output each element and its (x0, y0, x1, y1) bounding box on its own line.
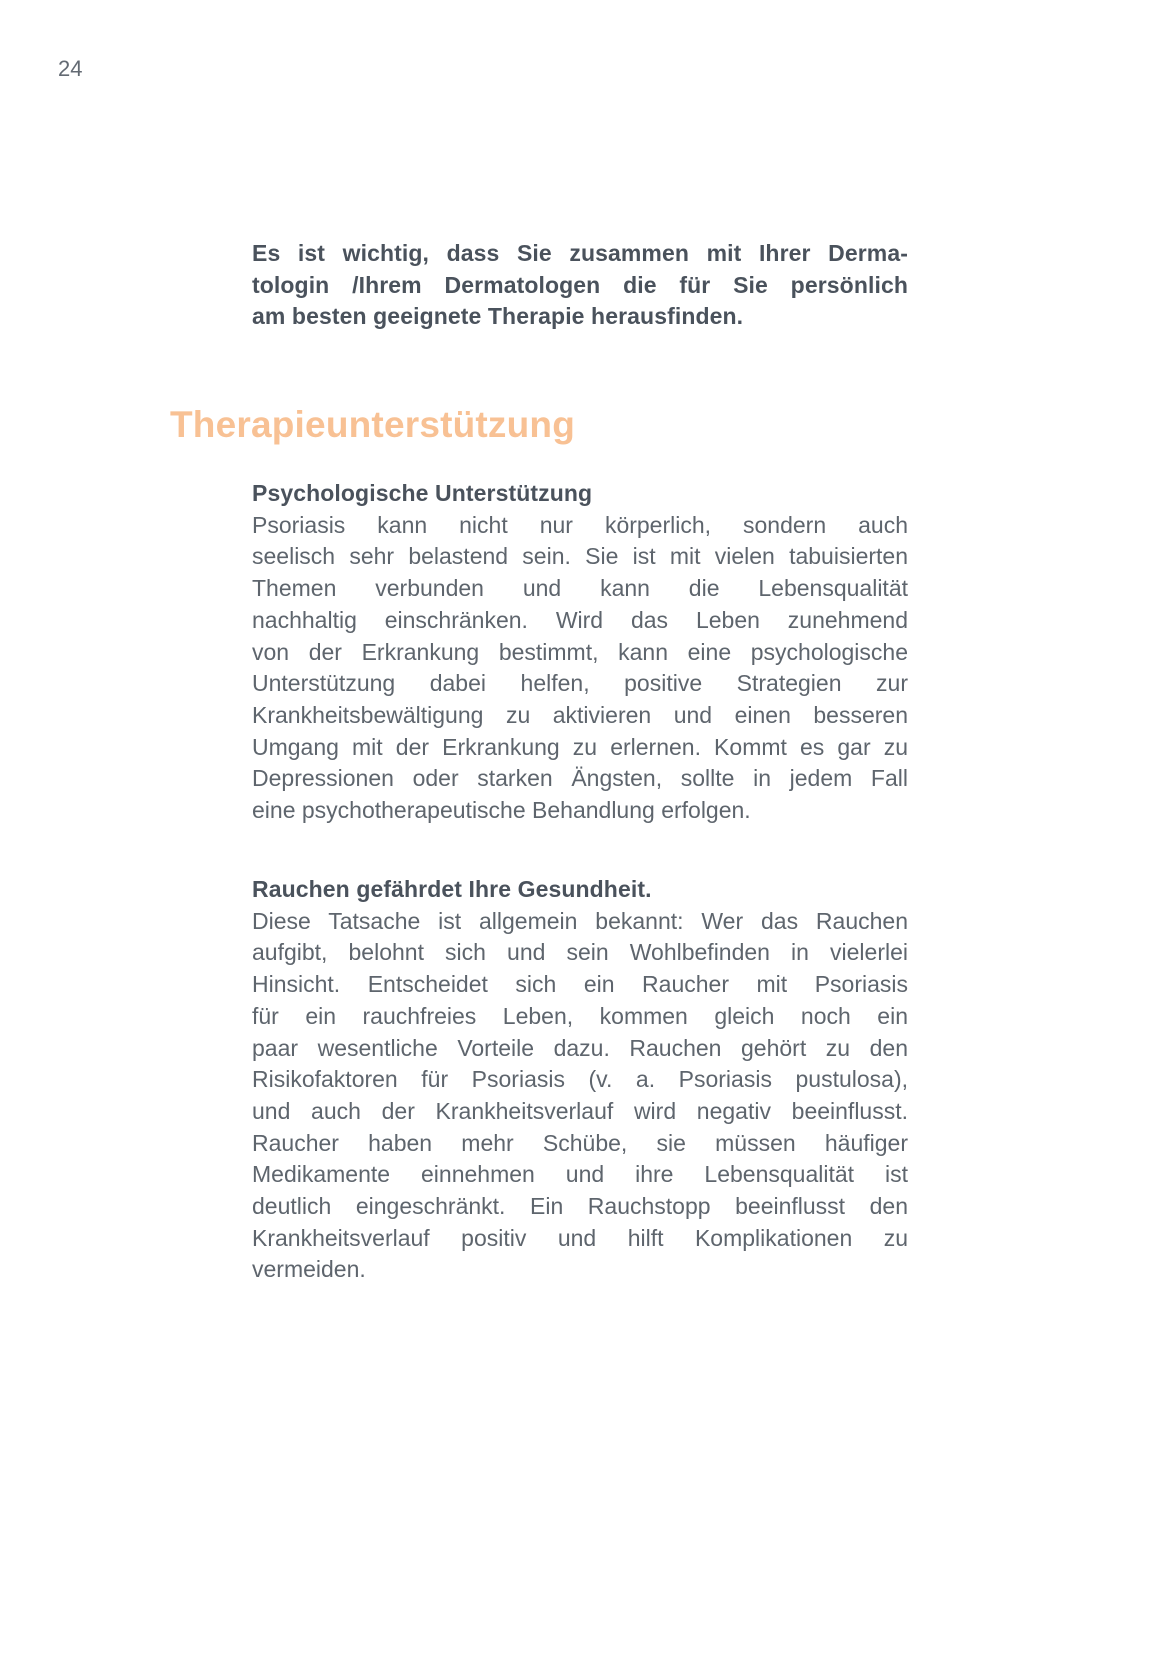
text-line: Risikofaktoren für Psoriasis (v. a. Psoriasis pustulosa), (252, 1066, 908, 1093)
text-line: Umgang mit der Erkrankung zu erlernen. Kommt es gar zu (252, 733, 908, 760)
text-line: vermeiden. (252, 1256, 366, 1283)
intro-paragraph (252, 238, 908, 333)
text-line: Hinsicht. Entscheidet sich ein Raucher mit Psoriasis (252, 971, 908, 998)
subsection-heading-smoking: Rauchen gefährdet Ihre Gesundheit. (252, 876, 652, 902)
text-line: nachhaltig einschränken. Wird das Leben zunehmend (252, 606, 908, 633)
text-line: Depressionen oder starken Ängsten, sollte in jedem Fall (252, 765, 908, 792)
text-line: Krankheitsbewältigung zu aktivieren und einen besseren (252, 701, 908, 728)
text-line: für ein rauchfreies Leben, kommen gleich noch ein (252, 1002, 908, 1029)
subsection-body-smoking (252, 906, 908, 1286)
text-line: Themen verbunden und kann die Lebensqualität (252, 575, 908, 602)
text-line: Unterstützung dabei helfen, positive Strategien zur (252, 670, 908, 697)
text-line: seelisch sehr belastend sein. Sie ist mit vielen tabuisierten (252, 543, 908, 570)
text-line: Diese Tatsache ist allgemein bekannt: Wer das Rauchen (252, 907, 908, 934)
subsection-heading-psychological: Psychologische Unterstützung (252, 480, 593, 506)
text-line: Es ist wichtig, dass Sie zusammen mit Ihrer Derma- (252, 240, 908, 266)
text-line: am besten geeignete Therapie herausfinden. (252, 303, 744, 329)
text-line: und auch der Krankheitsverlauf wird negativ beeinflusst. (252, 1097, 908, 1124)
section-title: Therapieunterstützung (170, 404, 576, 445)
text-line: aufgibt, belohnt sich und sein Wohlbefinden in vielerlei (252, 939, 908, 966)
text-line: Medikamente einnehmen und ihre Lebensqualität ist (252, 1161, 908, 1188)
text-line: tologin /Ihrem Dermatologen die für Sie persönlich (252, 271, 908, 298)
text-line: paar wesentliche Vorteile dazu. Rauchen gehört zu den (252, 1034, 908, 1061)
text-line: eine psychotherapeutische Behandlung erfolgen. (252, 797, 751, 824)
text-line: Raucher haben mehr Schübe, sie müssen häufiger (252, 1129, 908, 1156)
text-line: deutlich eingeschränkt. Ein Rauchstopp beeinflusst den (252, 1193, 908, 1220)
text-line: Krankheitsverlauf positiv und hilft Komplikationen zu (252, 1224, 908, 1251)
text-line: von der Erkrankung bestimmt, kann eine psychologische (252, 638, 908, 665)
subsection-smoking (252, 874, 908, 1286)
subsection-body-psychological (252, 510, 908, 827)
text-line: Psoriasis kann nicht nur körperlich, sondern auch (252, 511, 908, 538)
subsection-psychological-support (252, 478, 908, 827)
page-number: 24 (58, 56, 83, 81)
